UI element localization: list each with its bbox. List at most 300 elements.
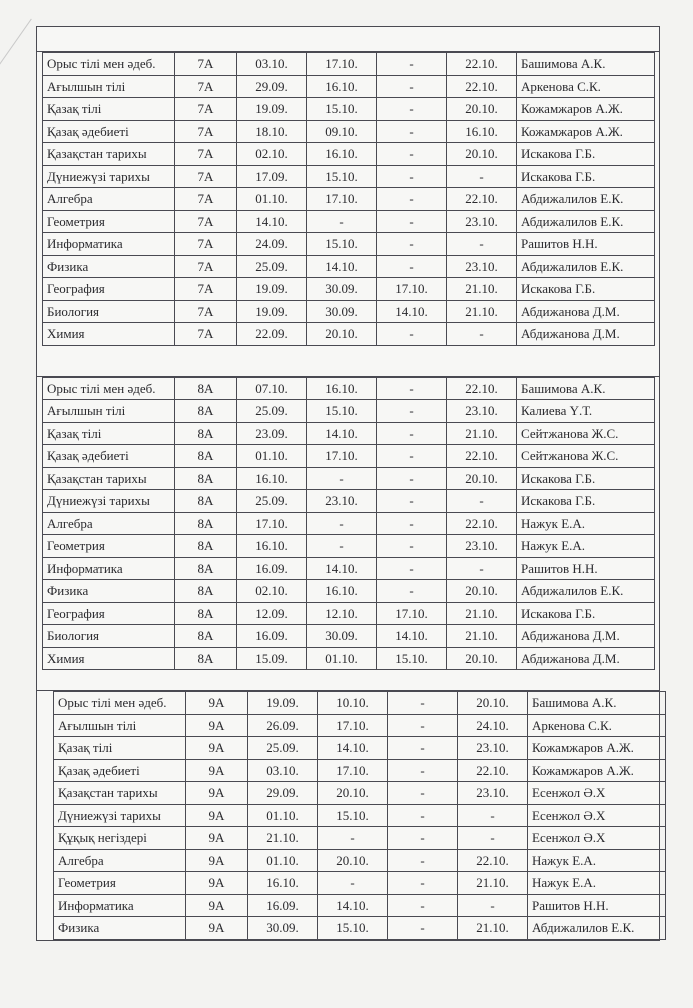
class-cell: 7А xyxy=(175,120,237,143)
date-2-cell: 14.10. xyxy=(307,255,377,278)
subject-cell: Құқық негіздері xyxy=(54,827,186,850)
class-cell: 9А xyxy=(186,714,248,737)
teacher-cell: Нажук Е.А. xyxy=(517,535,655,558)
class-cell: 9А xyxy=(186,692,248,715)
subject-cell: Дүниежүзі тарихы xyxy=(54,804,186,827)
date-1-cell: 16.09. xyxy=(237,557,307,580)
date-1-cell: 01.10. xyxy=(237,445,307,468)
subject-cell: Физика xyxy=(54,917,186,940)
date-1-cell: 30.09. xyxy=(248,917,318,940)
teacher-cell: Есенжол Ә.Х xyxy=(528,827,666,850)
date-2-cell: 17.10. xyxy=(318,759,388,782)
date-3-cell: - xyxy=(377,210,447,233)
class-cell: 9А xyxy=(186,849,248,872)
date-3-cell: - xyxy=(377,120,447,143)
date-2-cell: 16.10. xyxy=(307,75,377,98)
date-4-cell: - xyxy=(447,557,517,580)
teacher-cell: Нажук Е.А. xyxy=(528,849,666,872)
class-cell: 7А xyxy=(175,233,237,256)
date-4-cell: 20.10. xyxy=(447,143,517,166)
table-row xyxy=(43,467,655,490)
date-4-cell: 21.10. xyxy=(458,917,528,940)
date-1-cell: 17.10. xyxy=(237,512,307,535)
date-1-cell: 16.09. xyxy=(248,894,318,917)
date-2-cell: 12.10. xyxy=(307,602,377,625)
date-3-cell: 14.10. xyxy=(377,625,447,648)
teacher-cell: Абдижалилов Е.К. xyxy=(517,580,655,603)
schedule-table-7a xyxy=(42,52,655,346)
date-4-cell: - xyxy=(458,804,528,827)
class-cell: 8А xyxy=(175,625,237,648)
teacher-cell: Аркенова С.К. xyxy=(528,714,666,737)
date-2-cell: 14.10. xyxy=(307,557,377,580)
date-3-cell: - xyxy=(377,557,447,580)
table-row xyxy=(54,692,666,715)
table-row xyxy=(43,323,655,346)
date-4-cell: 23.10. xyxy=(447,535,517,558)
date-1-cell: 24.09. xyxy=(237,233,307,256)
subject-cell: Ағылшын тілі xyxy=(54,714,186,737)
date-2-cell: 20.10. xyxy=(307,323,377,346)
class-cell: 8А xyxy=(175,647,237,670)
table-row xyxy=(43,445,655,468)
table-row xyxy=(54,737,666,760)
date-2-cell: 17.10. xyxy=(318,714,388,737)
date-3-cell: - xyxy=(377,75,447,98)
teacher-cell: Искакова Г.Б. xyxy=(517,490,655,513)
teacher-cell: Абдижанова Д.М. xyxy=(517,300,655,323)
class-cell: 7А xyxy=(175,98,237,121)
date-2-cell: - xyxy=(307,535,377,558)
date-4-cell: 22.10. xyxy=(447,377,517,400)
class-cell: 8А xyxy=(175,535,237,558)
subject-cell: Қазақстан тарихы xyxy=(43,467,175,490)
teacher-cell: Абдижалилов Е.К. xyxy=(517,188,655,211)
subject-cell: Алгебра xyxy=(43,512,175,535)
date-4-cell: - xyxy=(458,827,528,850)
subject-cell: Информатика xyxy=(54,894,186,917)
date-2-cell: 30.09. xyxy=(307,300,377,323)
teacher-cell: Сейтжанова Ж.С. xyxy=(517,445,655,468)
date-3-cell: - xyxy=(388,804,458,827)
date-3-cell: - xyxy=(377,233,447,256)
date-1-cell: 02.10. xyxy=(237,580,307,603)
date-4-cell: 20.10. xyxy=(447,98,517,121)
date-4-cell: 23.10. xyxy=(447,210,517,233)
teacher-cell: Абдижалилов Е.К. xyxy=(517,210,655,233)
teacher-cell: Искакова Г.Б. xyxy=(517,467,655,490)
date-3-cell: - xyxy=(377,143,447,166)
date-4-cell: 21.10. xyxy=(447,278,517,301)
class-cell: 7А xyxy=(175,165,237,188)
date-2-cell: 16.10. xyxy=(307,580,377,603)
teacher-cell: Нажук Е.А. xyxy=(517,512,655,535)
date-1-cell: 16.09. xyxy=(237,625,307,648)
subject-cell: Физика xyxy=(43,255,175,278)
class-cell: 8А xyxy=(175,377,237,400)
class-cell: 7А xyxy=(175,188,237,211)
date-2-cell: 14.10. xyxy=(318,894,388,917)
date-3-cell: - xyxy=(388,737,458,760)
date-1-cell: 07.10. xyxy=(237,377,307,400)
class-cell: 8А xyxy=(175,445,237,468)
date-1-cell: 14.10. xyxy=(237,210,307,233)
date-4-cell: 16.10. xyxy=(447,120,517,143)
date-4-cell: 22.10. xyxy=(447,75,517,98)
schedule-document xyxy=(36,26,660,941)
class-cell: 9А xyxy=(186,872,248,895)
table-row xyxy=(43,233,655,256)
teacher-cell: Кожамжаров А.Ж. xyxy=(517,120,655,143)
subject-cell: География xyxy=(43,602,175,625)
section-separator xyxy=(37,346,659,377)
teacher-cell: Кожамжаров А.Ж. xyxy=(528,759,666,782)
date-4-cell: 22.10. xyxy=(447,53,517,76)
date-1-cell: 29.09. xyxy=(237,75,307,98)
date-3-cell: - xyxy=(377,400,447,423)
date-2-cell: 23.10. xyxy=(307,490,377,513)
date-4-cell: 20.10. xyxy=(458,692,528,715)
date-3-cell: - xyxy=(388,759,458,782)
subject-cell: Химия xyxy=(43,323,175,346)
date-3-cell: - xyxy=(377,255,447,278)
date-2-cell: 15.10. xyxy=(318,804,388,827)
teacher-cell: Искакова Г.Б. xyxy=(517,165,655,188)
date-2-cell: 14.10. xyxy=(307,422,377,445)
class-cell: 7А xyxy=(175,53,237,76)
teacher-cell: Сейтжанова Ж.С. xyxy=(517,422,655,445)
table-row xyxy=(43,278,655,301)
table-row xyxy=(54,804,666,827)
date-3-cell: - xyxy=(377,512,447,535)
date-3-cell: - xyxy=(377,323,447,346)
class-cell: 9А xyxy=(186,804,248,827)
date-1-cell: 26.09. xyxy=(248,714,318,737)
subject-cell: Физика xyxy=(43,580,175,603)
date-4-cell: 21.10. xyxy=(458,872,528,895)
table-row xyxy=(43,53,655,76)
date-4-cell: 22.10. xyxy=(458,849,528,872)
date-4-cell: 20.10. xyxy=(447,580,517,603)
subject-cell: Информатика xyxy=(43,233,175,256)
date-4-cell: 22.10. xyxy=(458,759,528,782)
date-2-cell: - xyxy=(307,210,377,233)
teacher-cell: Кожамжаров А.Ж. xyxy=(517,98,655,121)
class-cell: 9А xyxy=(186,917,248,940)
paper-fold-line xyxy=(0,0,32,68)
class-cell: 7А xyxy=(175,323,237,346)
teacher-cell: Башимова А.К. xyxy=(528,692,666,715)
date-3-cell: - xyxy=(377,53,447,76)
subject-cell: Қазақ әдебиеті xyxy=(43,445,175,468)
teacher-cell: Есенжол Ә.Х xyxy=(528,804,666,827)
schedule-table-8a xyxy=(42,377,655,671)
teacher-cell: Абдижанова Д.М. xyxy=(517,647,655,670)
class-cell: 8А xyxy=(175,400,237,423)
date-1-cell: 12.09. xyxy=(237,602,307,625)
teacher-cell: Абдижанова Д.М. xyxy=(517,625,655,648)
table-row xyxy=(43,210,655,233)
date-4-cell: 21.10. xyxy=(447,422,517,445)
subject-cell: Орыс тілі мен әдеб. xyxy=(43,377,175,400)
table-row xyxy=(43,625,655,648)
date-3-cell: - xyxy=(377,467,447,490)
date-4-cell: 22.10. xyxy=(447,512,517,535)
date-3-cell: - xyxy=(388,827,458,850)
date-4-cell: 22.10. xyxy=(447,445,517,468)
subject-cell: Орыс тілі мен әдеб. xyxy=(43,53,175,76)
date-3-cell: - xyxy=(377,98,447,121)
date-3-cell: - xyxy=(377,490,447,513)
date-4-cell: 23.10. xyxy=(447,255,517,278)
teacher-cell: Рашитов Н.Н. xyxy=(528,894,666,917)
class-cell: 9А xyxy=(186,759,248,782)
date-4-cell: 20.10. xyxy=(447,467,517,490)
date-1-cell: 02.10. xyxy=(237,143,307,166)
date-2-cell: 16.10. xyxy=(307,143,377,166)
date-1-cell: 01.10. xyxy=(237,188,307,211)
date-4-cell: 23.10. xyxy=(458,782,528,805)
date-3-cell: - xyxy=(377,188,447,211)
date-4-cell: 20.10. xyxy=(447,647,517,670)
table-row xyxy=(43,647,655,670)
date-3-cell: - xyxy=(388,692,458,715)
date-3-cell: - xyxy=(377,445,447,468)
date-2-cell: 17.10. xyxy=(307,445,377,468)
date-2-cell: 15.10. xyxy=(307,165,377,188)
date-2-cell: 15.10. xyxy=(307,400,377,423)
date-1-cell: 25.09. xyxy=(237,400,307,423)
subject-cell: Геометрия xyxy=(54,872,186,895)
date-1-cell: 19.09. xyxy=(237,98,307,121)
class-cell: 7А xyxy=(175,255,237,278)
table-row xyxy=(43,602,655,625)
table-row xyxy=(43,120,655,143)
date-4-cell: 21.10. xyxy=(447,300,517,323)
date-4-cell: 24.10. xyxy=(458,714,528,737)
table-row xyxy=(43,490,655,513)
date-4-cell: 22.10. xyxy=(447,188,517,211)
table-row xyxy=(43,557,655,580)
date-2-cell: 10.10. xyxy=(318,692,388,715)
class-cell: 8А xyxy=(175,512,237,535)
date-4-cell: - xyxy=(447,165,517,188)
date-1-cell: 16.10. xyxy=(237,535,307,558)
date-3-cell: - xyxy=(377,580,447,603)
date-3-cell: - xyxy=(388,849,458,872)
date-2-cell: 20.10. xyxy=(318,782,388,805)
subject-cell: Биология xyxy=(43,300,175,323)
date-3-cell: - xyxy=(388,894,458,917)
date-4-cell: 21.10. xyxy=(447,625,517,648)
date-3-cell: - xyxy=(388,782,458,805)
date-2-cell: 16.10. xyxy=(307,377,377,400)
teacher-cell: Рашитов Н.Н. xyxy=(517,557,655,580)
subject-cell: Қазақ тілі xyxy=(54,737,186,760)
date-2-cell: 17.10. xyxy=(307,188,377,211)
subject-cell: Ағылшын тілі xyxy=(43,75,175,98)
teacher-cell: Абдижанова Д.М. xyxy=(517,323,655,346)
subject-cell: Қазақ әдебиеті xyxy=(43,120,175,143)
date-4-cell: - xyxy=(458,894,528,917)
class-cell: 9А xyxy=(186,737,248,760)
date-2-cell: 01.10. xyxy=(307,647,377,670)
table-row xyxy=(43,400,655,423)
date-3-cell: 17.10. xyxy=(377,278,447,301)
date-2-cell: 15.10. xyxy=(318,917,388,940)
date-3-cell: - xyxy=(377,377,447,400)
table-row xyxy=(43,143,655,166)
class-cell: 8А xyxy=(175,490,237,513)
date-3-cell: - xyxy=(388,917,458,940)
subject-cell: Информатика xyxy=(43,557,175,580)
subject-cell: Алгебра xyxy=(54,849,186,872)
teacher-cell: Аркенова С.К. xyxy=(517,75,655,98)
subject-cell: Биология xyxy=(43,625,175,648)
table-row xyxy=(43,165,655,188)
table-row xyxy=(43,422,655,445)
date-4-cell: 21.10. xyxy=(447,602,517,625)
subject-cell: Геометрия xyxy=(43,210,175,233)
table-row xyxy=(54,849,666,872)
subject-cell: Дүниежүзі тарихы xyxy=(43,490,175,513)
subject-cell: Қазақстан тарихы xyxy=(54,782,186,805)
subject-cell: Қазақ тілі xyxy=(43,98,175,121)
date-1-cell: 01.10. xyxy=(248,804,318,827)
subject-cell: Геометрия xyxy=(43,535,175,558)
class-cell: 7А xyxy=(175,143,237,166)
date-2-cell: 09.10. xyxy=(307,120,377,143)
subject-cell: Алгебра xyxy=(43,188,175,211)
date-1-cell: 17.09. xyxy=(237,165,307,188)
date-2-cell: - xyxy=(307,467,377,490)
table-row xyxy=(54,782,666,805)
table-row xyxy=(43,75,655,98)
date-3-cell: 15.10. xyxy=(377,647,447,670)
subject-cell: Қазақ тілі xyxy=(43,422,175,445)
date-3-cell: - xyxy=(377,422,447,445)
date-2-cell: 30.09. xyxy=(307,625,377,648)
date-1-cell: 19.09. xyxy=(237,278,307,301)
date-2-cell: 17.10. xyxy=(307,53,377,76)
schedule-table-9a xyxy=(53,691,666,940)
class-cell: 8А xyxy=(175,557,237,580)
subject-cell: Қазақстан тарихы xyxy=(43,143,175,166)
class-cell: 7А xyxy=(175,75,237,98)
class-cell: 7А xyxy=(175,300,237,323)
class-cell: 9А xyxy=(186,894,248,917)
table-row xyxy=(43,98,655,121)
date-1-cell: 22.09. xyxy=(237,323,307,346)
table-row xyxy=(43,580,655,603)
date-3-cell: - xyxy=(388,714,458,737)
date-1-cell: 01.10. xyxy=(248,849,318,872)
table-row xyxy=(43,300,655,323)
date-1-cell: 25.09. xyxy=(248,737,318,760)
section-separator xyxy=(37,27,659,52)
teacher-cell: Башимова А.К. xyxy=(517,377,655,400)
teacher-cell: Кожамжаров А.Ж. xyxy=(528,737,666,760)
date-2-cell: - xyxy=(318,827,388,850)
class-cell: 7А xyxy=(175,278,237,301)
date-3-cell: 17.10. xyxy=(377,602,447,625)
table-row xyxy=(43,255,655,278)
class-cell: 9А xyxy=(186,782,248,805)
teacher-cell: Калиева Ү.Т. xyxy=(517,400,655,423)
table-row xyxy=(43,188,655,211)
teacher-cell: Рашитов Н.Н. xyxy=(517,233,655,256)
subject-cell: География xyxy=(43,278,175,301)
table-row xyxy=(54,714,666,737)
date-1-cell: 29.09. xyxy=(248,782,318,805)
teacher-cell: Нажук Е.А. xyxy=(528,872,666,895)
date-1-cell: 23.09. xyxy=(237,422,307,445)
class-cell: 9А xyxy=(186,827,248,850)
date-2-cell: 20.10. xyxy=(318,849,388,872)
date-2-cell: - xyxy=(318,872,388,895)
teacher-cell: Есенжол Ә.Х xyxy=(528,782,666,805)
date-1-cell: 19.09. xyxy=(248,692,318,715)
class-cell: 8А xyxy=(175,602,237,625)
date-3-cell: - xyxy=(377,165,447,188)
date-2-cell: 15.10. xyxy=(307,233,377,256)
date-1-cell: 19.09. xyxy=(237,300,307,323)
teacher-cell: Абдижалилов Е.К. xyxy=(528,917,666,940)
date-1-cell: 25.09. xyxy=(237,255,307,278)
table-row xyxy=(54,827,666,850)
table-row xyxy=(43,535,655,558)
subject-cell: Ағылшын тілі xyxy=(43,400,175,423)
teacher-cell: Искакова Г.Б. xyxy=(517,278,655,301)
table-row xyxy=(54,894,666,917)
class-cell: 8А xyxy=(175,580,237,603)
class-cell: 7А xyxy=(175,210,237,233)
date-2-cell: - xyxy=(307,512,377,535)
class-cell: 8А xyxy=(175,467,237,490)
subject-cell: Қазақ әдебиеті xyxy=(54,759,186,782)
subject-cell: Дүниежүзі тарихы xyxy=(43,165,175,188)
date-1-cell: 03.10. xyxy=(248,759,318,782)
date-4-cell: - xyxy=(447,490,517,513)
subject-cell: Орыс тілі мен әдеб. xyxy=(54,692,186,715)
date-2-cell: 14.10. xyxy=(318,737,388,760)
date-3-cell: - xyxy=(377,535,447,558)
table-row xyxy=(43,377,655,400)
date-1-cell: 21.10. xyxy=(248,827,318,850)
table-row xyxy=(54,917,666,940)
table-row xyxy=(54,759,666,782)
date-4-cell: - xyxy=(447,323,517,346)
date-1-cell: 16.10. xyxy=(248,872,318,895)
date-2-cell: 15.10. xyxy=(307,98,377,121)
date-1-cell: 18.10. xyxy=(237,120,307,143)
date-4-cell: 23.10. xyxy=(447,400,517,423)
teacher-cell: Башимова А.К. xyxy=(517,53,655,76)
date-1-cell: 25.09. xyxy=(237,490,307,513)
teacher-cell: Абдижалилов Е.К. xyxy=(517,255,655,278)
teacher-cell: Искакова Г.Б. xyxy=(517,143,655,166)
teacher-cell: Искакова Г.Б. xyxy=(517,602,655,625)
date-4-cell: 23.10. xyxy=(458,737,528,760)
date-1-cell: 03.10. xyxy=(237,53,307,76)
date-3-cell: - xyxy=(388,872,458,895)
date-1-cell: 16.10. xyxy=(237,467,307,490)
subject-cell: Химия xyxy=(43,647,175,670)
table-row xyxy=(54,872,666,895)
date-4-cell: - xyxy=(447,233,517,256)
table-row xyxy=(43,512,655,535)
date-3-cell: 14.10. xyxy=(377,300,447,323)
